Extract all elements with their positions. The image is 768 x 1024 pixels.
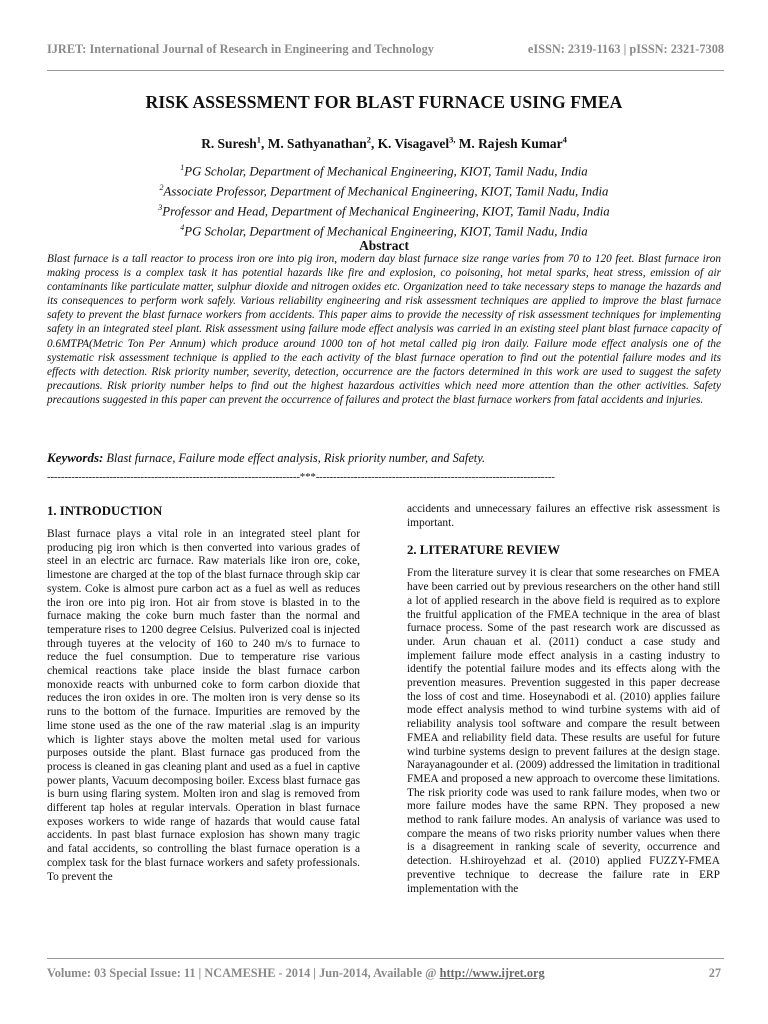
abstract-body: Blast furnace is a tall reactor to process iron ore into pig iron, modern day blast furnace size range varies from 70 to 120 feet. Blast furnace iron making process is a complex task it has potential hazards like fire and explosion, co poisoning, hot metal sparks, heat stress, emission of air contaminants like particulate matter, sulphur dioxide and nitrogen oxides etc. Organization need to take necessary steps to manage the hazards and its consequences to perform work safely. Various reliability engineering and risk assessment techniques are applied to improve the blast furnace safety to prevent the blast furnace workers from accidents. This paper aims to provide the necessity of risk assessment techniques for implementing safety in an integrated steel plant. Risk assessment using failure mode effect analysis was carried in an existing steel plant blast furnace capacity of 0.6MTPA(Metric Ton Per Annum) which produce around 1000 ton of hot metal called pig iron daily. Failure mode effect analysis one of the systematic risk assessment technique is applied to the each activity of the blast furnace operation to find out the potential failure modes and its effects with detection. Risk priority number, severity, detection, occurrence are the factors determined in this work are used to suggest the safety precautions. Risk priority number helps to find out the highest hazardous activities which need more attention than the other activities. Safety precautions suggested in this paper can prevent the occurrence of failures and protect the blast furnace workers from fatal accidents and injuries. (47, 253, 721, 406)
author: K. Visagavel$^{3,}$ (377, 135, 456, 152)
issn-info: eISSN: 2319-1163 | pISSN: 2321-7308 (527, 42, 724, 56)
running-header (47, 42, 724, 62)
affiliation-list (0, 160, 768, 239)
journal-name: IJRET: International Journal of Research in Engineering and Technology (47, 42, 434, 56)
paper-title: RISK ASSESSMENT FOR BLAST FURNACE USING FMEA (145, 92, 623, 112)
right-column (407, 503, 720, 896)
affiliation: $^4$PG Scholar, Department of Mechanical Engineering, KIOT, Tamil Nadu, India (180, 222, 588, 238)
keywords-label: Keywords: (47, 450, 104, 465)
intro-paragraph: Blast furnace plays a vital role in an integrated steel plant for producing pig iron which is then converted into various grades of steel in an electric arc furnace. Raw materials like iron ore, coke, limestone are charged at the top of the blast furnace through skip car system. Coke is almost pure carbon act as a fuel as well as reduces the iron ore into pig iron. Hot air from stove is blasted in to the furnace making the coke burn much faster than the normal and temperature rises to 1200 degree Celsius. Pulverized coal is injected through tuyeres at the velocity of 160 to 240 m/s to furnace to reduce the fuel consumption. Due to temperature rise various chemical reactions take place inside the blast furnace carbon monoxide reacts with unburned coke to form carbon dioxide that reduces the iron oxides in ore. The molten iron is very dense so its runs to the bottom of the furnace. Impurities are removed by the lime stone used as the one of the raw material .slag is an impurity which is lighter stays above the molten metal used for various purposes outside the plant. Blast furnace gas produced from the process is cleaned in gas cleaning plant and used as a fuel in captive power plants, Vacuum decomposing boiler. Excess blast furnace gas is burn using flaring system. Molten iron and slag is removed from different tap holes at regular intervals. Operation in blast furnace exposes workers to wide range of hazards that would cause fatal accidents. In past blast furnace explosion has shown many tragic and fatal accidents, so controlling the blast furnace operation is a complex task for the blast furnace workers and safety professionals. To prevent the (47, 528, 360, 883)
literature-paragraph: From the literature survey it is clear that some researches on FMEA have been carried out by previous researchers on the other hand still a lot of applied research in the above field is required as to explore the fruitful application of the FMEA technique in the area of blast furnace process. Some of the past research work are discussed as under. Arun chauan et al. (2011) conduct a case study and implement failure mode effect analysis in a casting industry to identify the potential failure modes and its effects along with the prevention measures. Prevention suggested in this paper decrease the loss of cost and time. Hoseynabodi et al. (2010) applies failure mode effect analysis method to wind turbine systems with aid of reliability analysis tool software and compare the result between FMEA and reliability field data. These results are useful for future wind turbine systems design to prevent failures at the design stage. Narayanagounder et al. (2009) addressed the limitation in traditional FMEA and proposed a new approach to overcome these limitations. The risk priority code was used to rank failure modes, when two or more failure modes have the same RPN. They proposed a new method to rank failure modes. An analysis of variance was used to compare the means of two risks priority number values when there is a disagreement in ranking scale of severity, occurrence and detection. H.shiroyehzad et al. (2010) applied FUZZY-FMEA preventive technique to decrease the failure rate in ERP implementation with the (407, 567, 720, 895)
page-number: 27 (708, 966, 721, 980)
literature-heading: 2. LITERATURE REVIEW (407, 543, 560, 558)
page-footer (47, 966, 721, 984)
affiliation: $^1$PG Scholar, Department of Mechanical Engineering, KIOT, Tamil Nadu, India (180, 163, 588, 179)
keywords-text: Blast furnace, Failure mode effect analysis, Risk priority number, and Safety. (103, 451, 486, 465)
author: M. Sathyanathan$^2$, (267, 135, 378, 152)
keywords (47, 450, 721, 466)
author-list (0, 135, 768, 152)
author: R. Suresh$^1$, (201, 135, 268, 152)
header-rule (47, 70, 724, 71)
author: M. Rajesh Kumar$^4$ (458, 135, 567, 152)
footer-rule (47, 958, 724, 959)
intro-heading: 1. INTRODUCTION (47, 504, 163, 518)
intro-continued: accidents and unnecessary failures an effective risk assessment is important. (407, 503, 720, 529)
journal-link[interactable]: http://www.ijret.org (439, 966, 545, 980)
affiliation: $^2$Associate Professor, Department of Mechanical Engineering, KIOT, Tamil Nadu, India (159, 182, 609, 199)
affiliation: $^3$Professor and Head, Department of Mechanical Engineering, KIOT, Tamil Nadu, India (158, 202, 610, 218)
left-column (47, 503, 360, 884)
volume-info: Volume: 03 Special Issue: 11 | NCAMESHE - 2014 | Jun-2014, Available @ http://www.ijret.org (47, 966, 545, 980)
abstract-heading: Abstract (359, 238, 409, 253)
section-divider: -------------------------------------------------------------------------***--------------------------------------------------------------------- (47, 471, 555, 483)
